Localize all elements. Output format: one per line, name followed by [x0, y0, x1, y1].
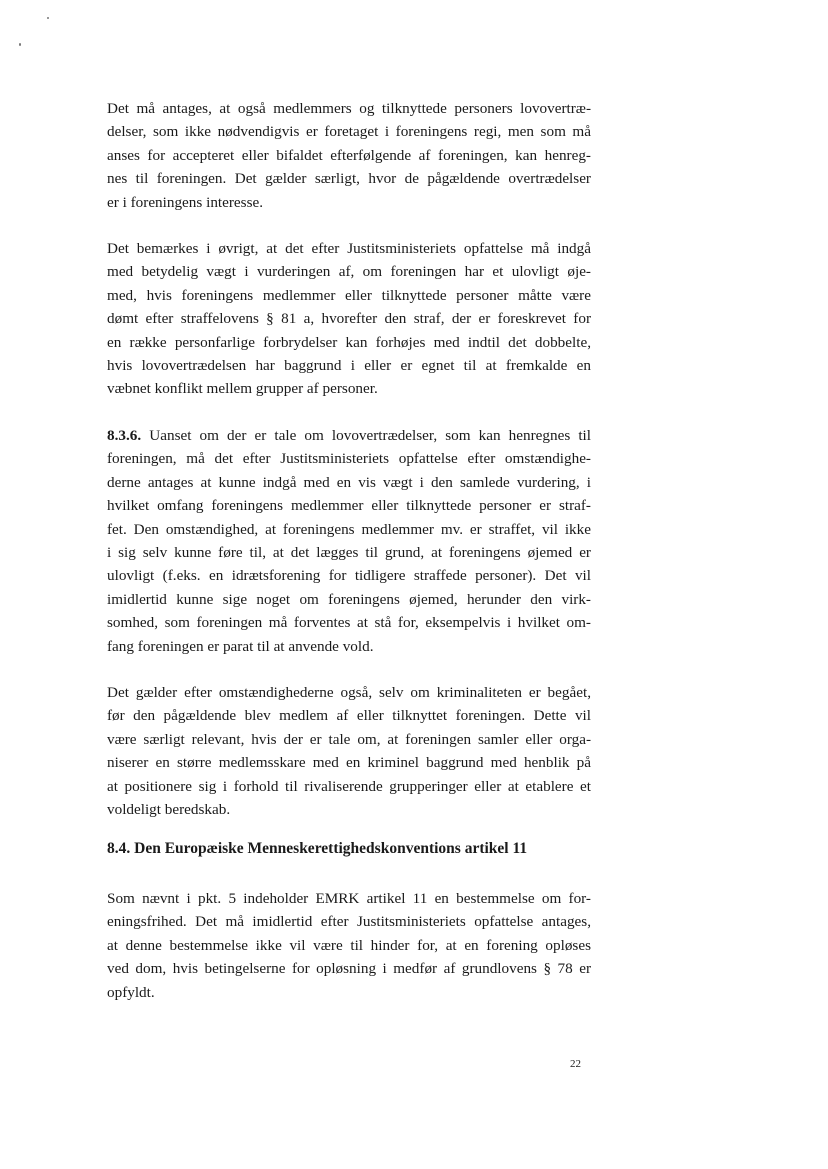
text-line: med, hvis foreningens medlemmer eller tilknyttede personer måtte være — [107, 286, 591, 304]
paragraph-4 — [107, 681, 591, 821]
text-line: i sig selv kunne føre til, at det lægges til grund, at foreningens øjemed er — [107, 543, 591, 561]
paragraph-5 — [107, 887, 591, 1004]
section-number: 8.3.6. — [107, 427, 142, 444]
text-line: Det gælder efter omstændighederne også, selv om kriminaliteten er begået, — [107, 684, 591, 701]
text-line: fang foreningen er parat til at anvende vold. — [107, 637, 374, 655]
text-line: væbnet konflikt mellem grupper af personer. — [107, 380, 378, 398]
text-line: Som nævnt i pkt. 5 indeholder EMRK artikel 11 en bestemmelse om for- — [107, 890, 591, 907]
text-line: anses for accepteret eller bifaldet efterfølgende af foreningen, kan henreg- — [107, 146, 591, 164]
text-line: eningsfrihed. Det må imidlertid efter Justitsministeriets opfattelse antages, — [107, 913, 591, 931]
paragraph-3 — [107, 424, 591, 658]
page-number: 22 — [570, 1058, 581, 1070]
text-line: en række personfarlige forbrydelser kan forhøjes med indtil det dobbelte, — [107, 333, 591, 351]
text-line: foreningen, må det efter Justitsministeriets opfattelse efter omstændighe- — [107, 450, 591, 468]
text-line: med betydelig vægt i vurderingen af, om foreningen har et ulovligt øje- — [107, 263, 591, 281]
text-line: opfyldt. — [107, 983, 155, 1001]
text-line: imidlertid kunne sige noget om foreningens øjemed, herunder den virk- — [107, 590, 591, 608]
text-line: nes til foreningen. Det gælder særligt, hvor de pågældende overtrædelser — [107, 170, 591, 188]
text-line: er i foreningens interesse. — [107, 193, 264, 211]
text-line: at positionere sig i forhold til rivaliserende grupperinger eller at etablere et — [107, 777, 591, 795]
text-line: hvilket omfang foreningens medlemmer eller tilknyttede personer er straf- — [107, 497, 591, 515]
text-line: Det må antages, at også medlemmers og tilknyttede personers lovovertræ- — [107, 100, 591, 117]
text-line: dømt efter straffelovens § 81 a, hvorefter den straf, der er foreskrevet for — [107, 310, 591, 328]
text-line: ved dom, hvis betingelserne for opløsning i medfør af grundlovens § 78 er — [107, 960, 591, 978]
text-line: Det bemærkes i øvrigt, at det efter Justitsministeriets opfattelse må indgå — [107, 240, 591, 257]
paragraph-1 — [107, 97, 591, 214]
paragraph-2 — [107, 237, 591, 401]
text-line — [107, 424, 591, 447]
text-line: fet. Den omstændighed, at foreningens medlemmer mv. er straffet, vil ikke — [107, 520, 591, 538]
text-line: at denne bestemmelse ikke vil være til hinder for, at en forening opløses — [107, 936, 591, 954]
text-fragment: Uanset om der er tale om lovovertrædelser, som kan henregnes til — [141, 427, 591, 444]
text-line: derne antages at kunne indgå med en vis vægt i den samlede vurdering, i — [107, 473, 591, 491]
text-line: somhed, som foreningen må forventes at stå for, eksempelvis i hvilket om- — [107, 614, 591, 632]
text-line: voldeligt beredskab. — [107, 800, 231, 818]
text-line: delser, som ikke nødvendigvis er foretaget i foreningens regi, men som må — [107, 123, 591, 141]
text-line: før den pågældende blev medlem af eller tilknyttet foreningen. Dette vil — [107, 707, 591, 725]
text-line: hvis lovovertrædelsen har baggrund i eller er egnet til at fremkalde en — [107, 356, 591, 374]
text-line: være særligt relevant, hvis der er tale om, at foreningen samler eller orga- — [107, 730, 591, 748]
text-line: ulovligt (f.eks. en idrætsforening for tidligere straffede personer). Det vil — [107, 567, 591, 585]
section-heading: 8.4. Den Europæiske Menneskerettighedskonventions artikel 11 — [107, 840, 528, 857]
scan-speck — [19, 43, 21, 46]
text-line: niserer en større medlemsskare med en kriminel baggrund med henblik på — [107, 754, 591, 772]
scan-speck — [47, 17, 49, 19]
